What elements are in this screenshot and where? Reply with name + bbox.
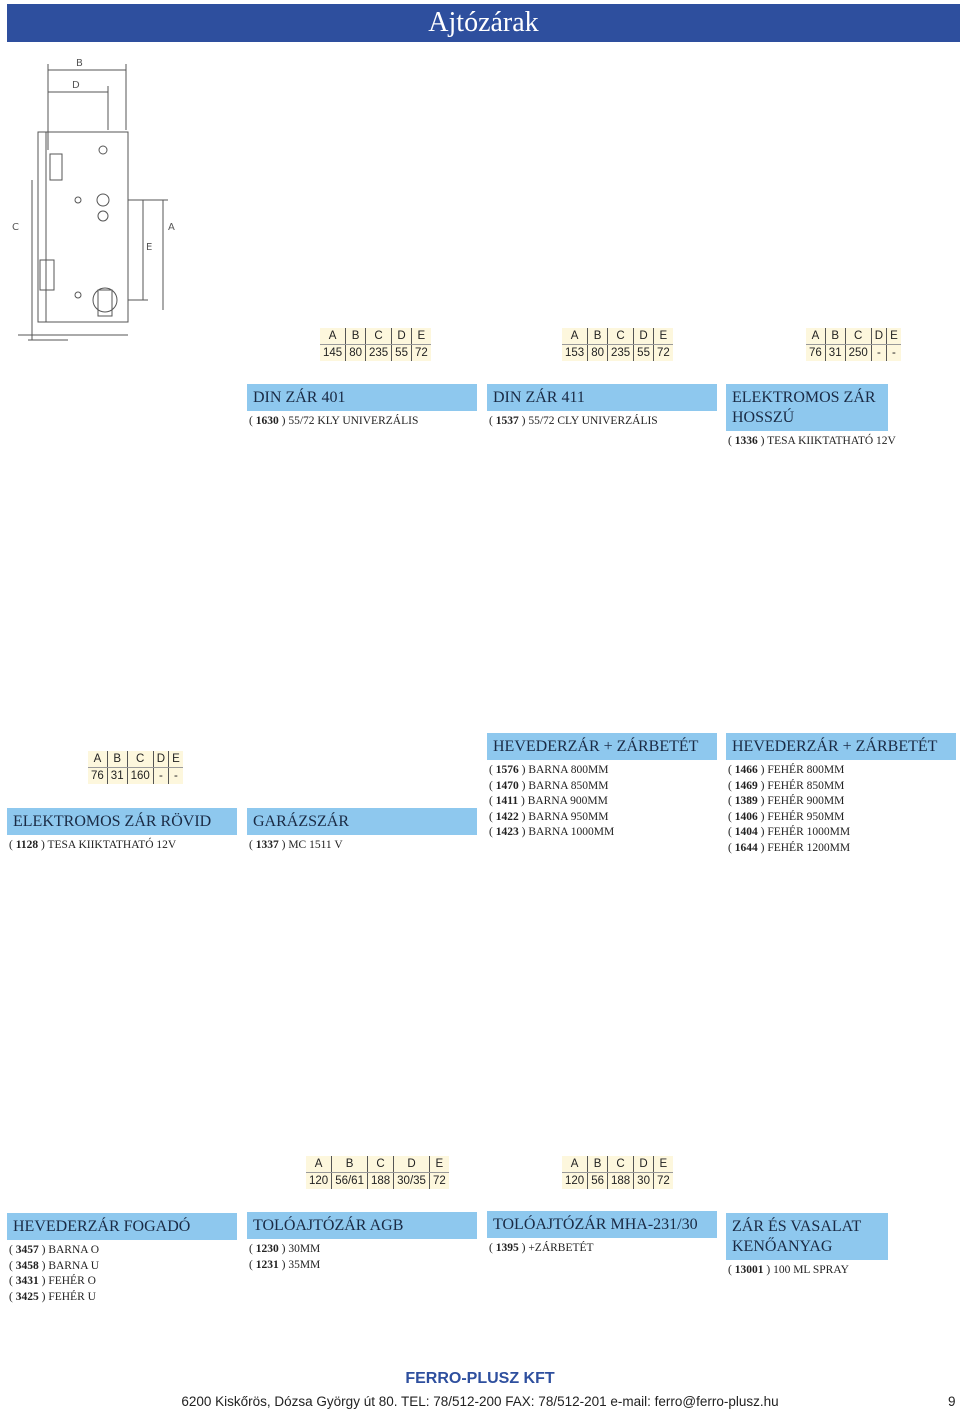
product-din-zar-401	[247, 384, 477, 430]
drawing-label-c: C	[12, 222, 19, 233]
product-item: ( 1404 ) FEHÉR 1000MM	[728, 826, 851, 839]
product-item: ( 1423 ) BARNA 1000MM	[489, 826, 615, 839]
product-item: ( 1406 ) FEHÉR 950MM	[728, 810, 845, 823]
product-item: ( 1422 ) BARNA 950MM	[489, 810, 609, 823]
product-item: ( 3457 ) BARNA O	[9, 1244, 100, 1256]
product-item: ( 1389 ) FEHÉR 900MM	[728, 795, 845, 808]
drawing-label-a: A	[168, 222, 175, 233]
product-title: HEVEDERZÁR FOGADÓ	[7, 1213, 237, 1240]
product-garazszar	[247, 808, 477, 854]
product-item: ( 1231 ) 35MM	[249, 1258, 321, 1271]
product-item: ( 1395 ) +ZÁRBETÉT	[489, 1242, 594, 1254]
product-item: ( 1336 ) TESA KIIKTATHATÓ 12V	[728, 435, 896, 447]
page-title: Ajtózárak	[7, 4, 960, 42]
product-item: ( 1466 ) FEHÉR 800MM	[728, 764, 845, 776]
product-item: ( 1469 ) FEHÉR 850MM	[728, 779, 845, 792]
product-elektromos-zar-hosszu	[726, 384, 956, 450]
product-hevederzar-feher	[726, 733, 956, 857]
product-item: ( 1230 ) 30MM	[249, 1243, 321, 1255]
product-kenoanyag	[726, 1213, 956, 1279]
drawing-label-b: B	[76, 58, 83, 69]
product-item: ( 1411 ) BARNA 900MM	[489, 795, 608, 808]
product-din-zar-411	[487, 384, 717, 430]
footer-address: 6200 Kiskőrös, Dózsa György út 80. TEL: 78/512-200 FAX: 78/512-201 e-mail: ferro@ferro-plusz.hu	[181, 1394, 779, 1409]
product-toloajtozar-agb	[247, 1212, 477, 1273]
product-item: ( 3431 ) FEHÉR O	[9, 1275, 96, 1288]
product-item: ( 1128 ) TESA KIIKTATHATÓ 12V	[9, 839, 177, 851]
product-title: DIN ZÁR 411	[487, 384, 717, 411]
dim-table-din-401: A B C D E 145 80 235 55 72	[320, 328, 431, 361]
product-item: ( 1630 ) 55/72 KLY UNIVERZÁLIS	[249, 415, 419, 427]
drawing-label-e: E	[146, 242, 153, 253]
drawing-label-d: D	[72, 80, 80, 91]
product-elektromos-zar-rovid	[7, 808, 237, 854]
product-toloajtozar-mha	[487, 1211, 717, 1257]
product-hevederzar-fogado	[7, 1213, 237, 1305]
product-item: ( 3458 ) BARNA U	[9, 1259, 100, 1272]
product-title: ELEKTROMOS ZÁR HOSSZÚ	[726, 384, 888, 431]
product-title: HEVEDERZÁR + ZÁRBETÉT	[726, 733, 956, 760]
page-number: 9	[948, 1394, 956, 1409]
product-item: ( 1537 ) 55/72 CLY UNIVERZÁLIS	[489, 415, 658, 427]
product-item: ( 1470 ) BARNA 850MM	[489, 779, 609, 792]
footer-company: FERRO-PLUSZ KFT	[405, 1370, 555, 1387]
product-item: ( 1576 ) BARNA 800MM	[489, 764, 609, 776]
product-title: TOLÓAJTÓZÁR AGB	[247, 1212, 477, 1239]
dim-table-toloajtozar-agb: A B C D E 120 56/61 188 30/35 72	[306, 1156, 449, 1189]
product-hevederzar-barna	[487, 733, 717, 841]
dim-table-toloajtozar-mha: A B C D E 120 56 188 30 72	[562, 1156, 673, 1189]
product-item: ( 1644 ) FEHÉR 1200MM	[728, 841, 851, 854]
product-item: ( 3425 ) FEHÉR U	[9, 1290, 96, 1303]
product-title: HEVEDERZÁR + ZÁRBETÉT	[487, 733, 717, 760]
dim-table-elektromos-rovid: A B C D E 76 31 160 - -	[88, 751, 183, 784]
dim-table-elektromos-hosszu: A B C D E 76 31 250 - -	[806, 328, 901, 361]
product-title: DIN ZÁR 401	[247, 384, 477, 411]
product-title: ELEKTROMOS ZÁR RÖVID	[7, 808, 237, 835]
product-title: ZÁR ÉS VASALAT KENŐANYAG	[726, 1213, 888, 1260]
product-title: GARÁZSZÁR	[247, 808, 477, 835]
lock-diagram	[8, 50, 198, 350]
product-item: ( 1337 ) MC 1511 V	[249, 839, 343, 851]
product-title: TOLÓAJTÓZÁR MHA-231/30	[487, 1211, 717, 1238]
product-item: ( 13001 ) 100 ML SPRAY	[728, 1264, 849, 1276]
dim-table-din-411: A B C D E 153 80 235 55 72	[562, 328, 673, 361]
